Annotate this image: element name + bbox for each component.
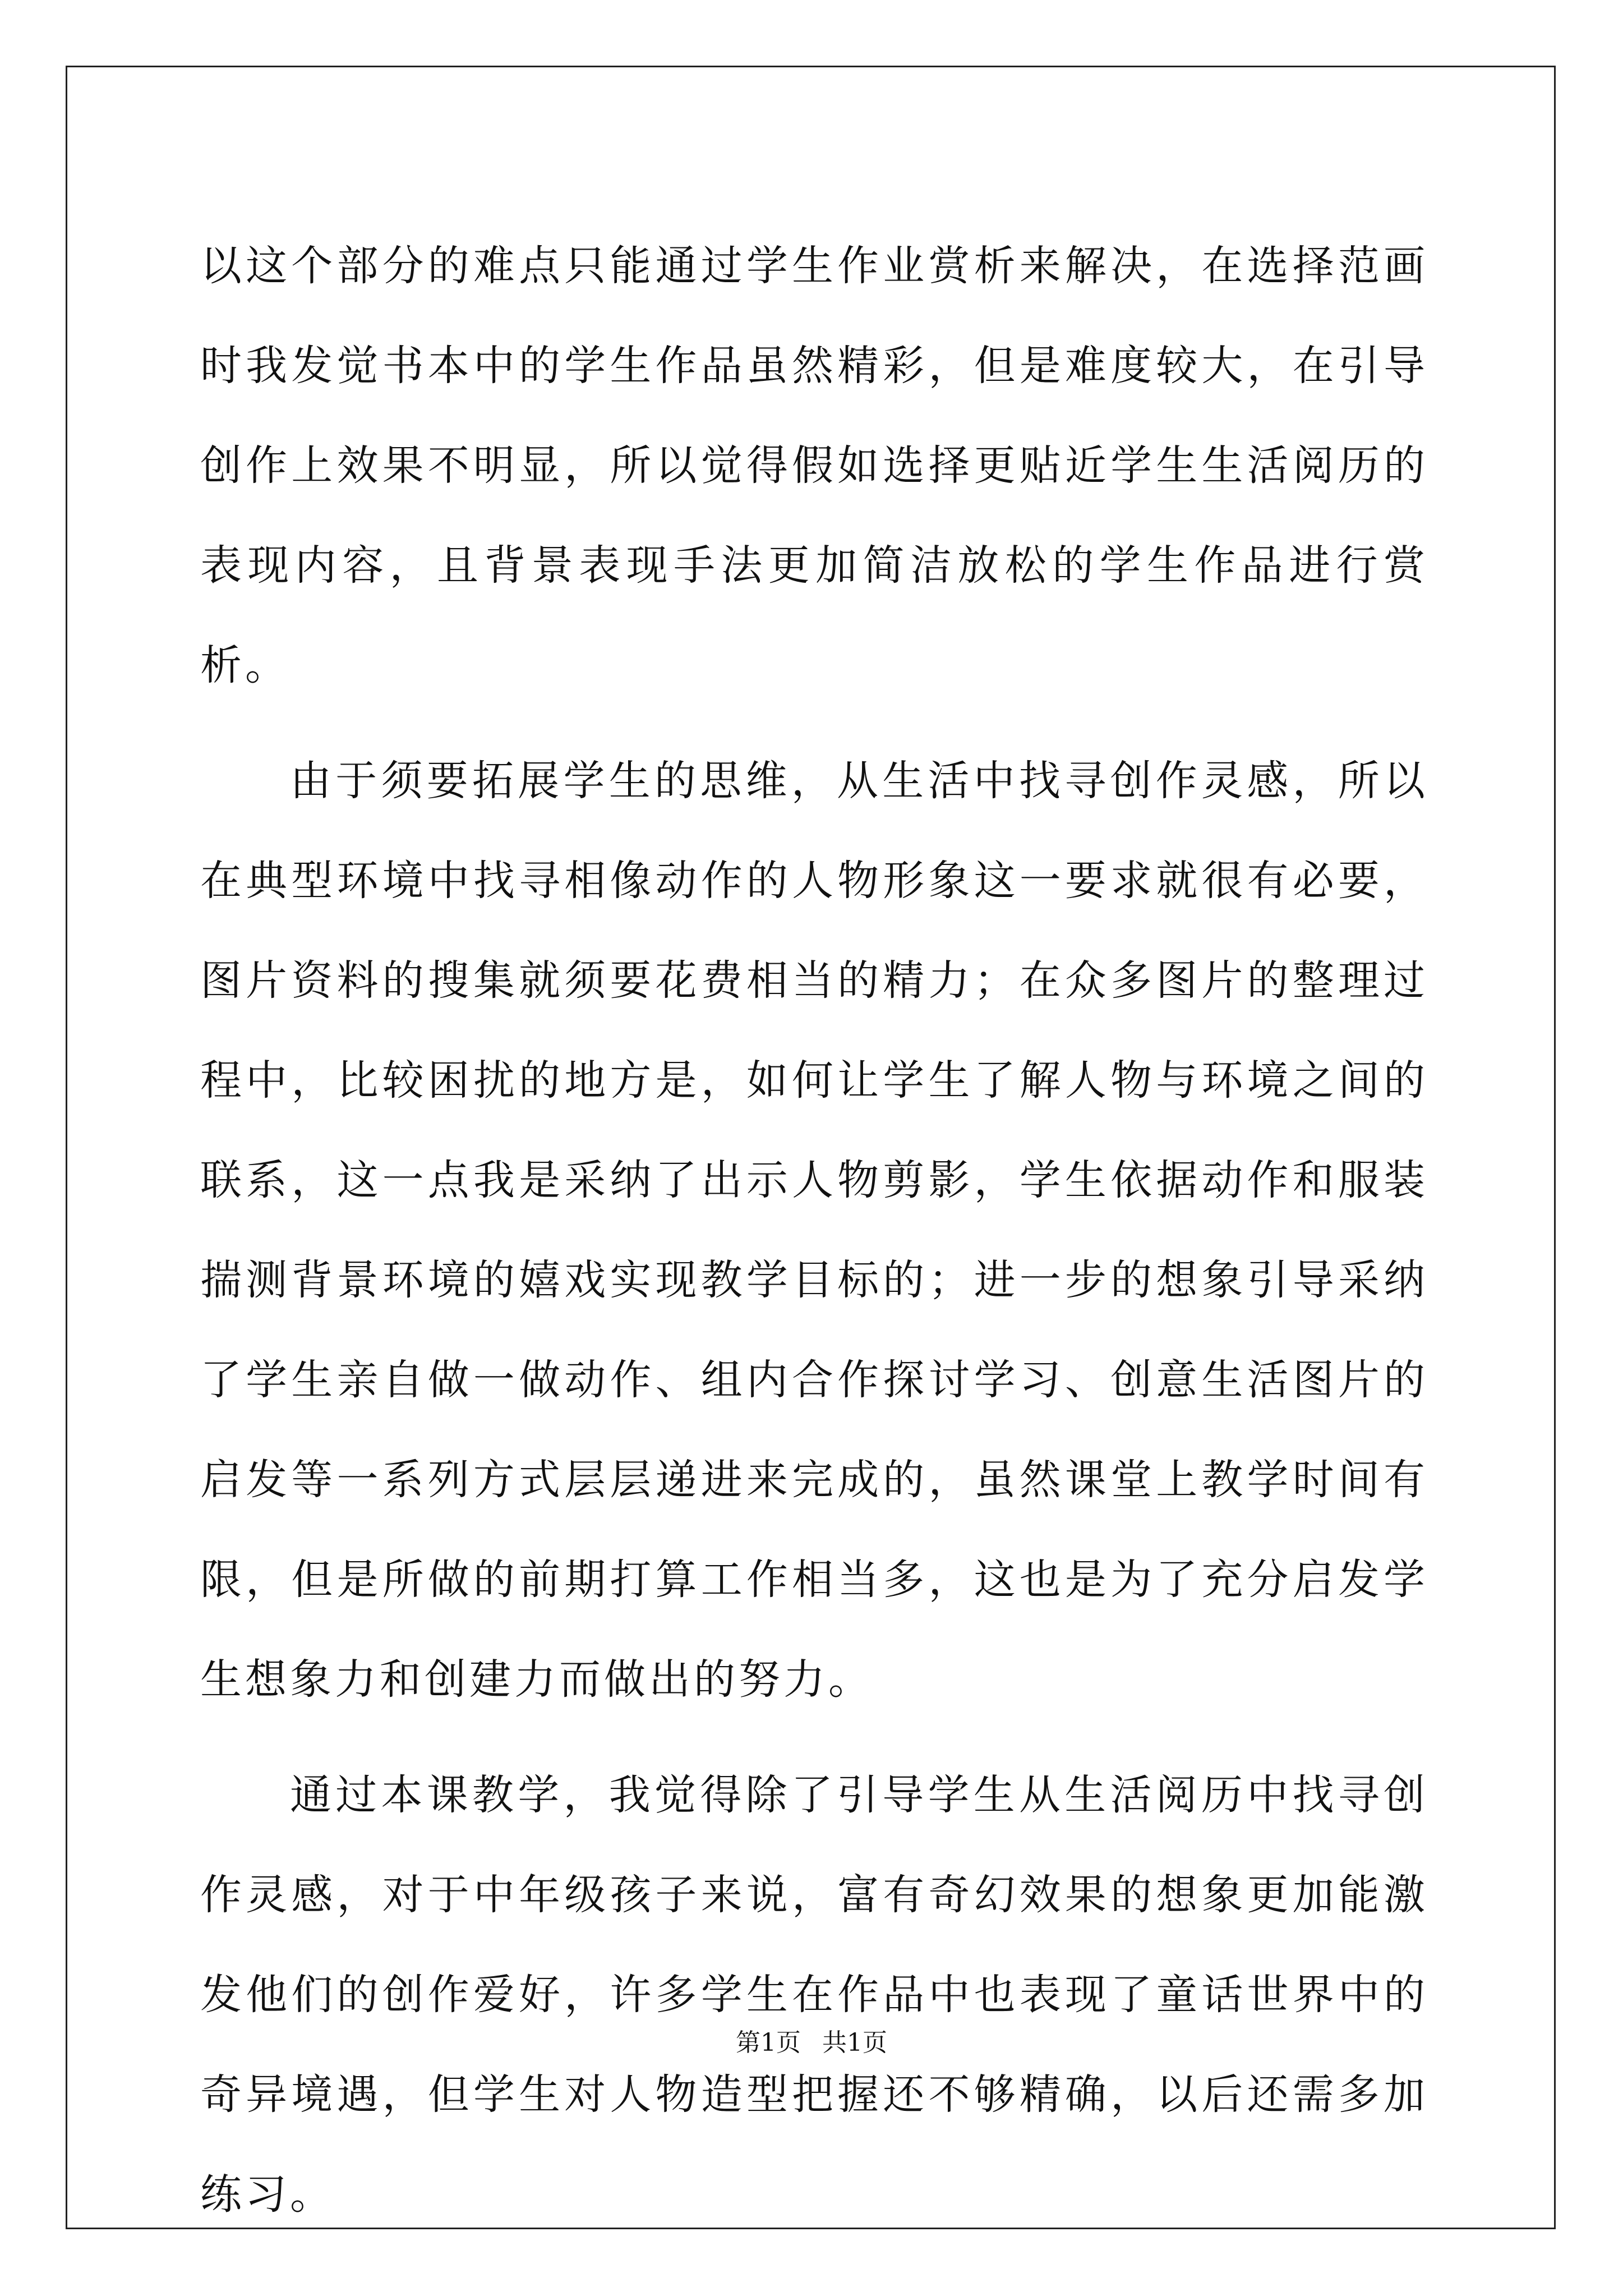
paragraph: 通过本课教学，我觉得除了引导学生从生活阅历中找寻创作灵感，对于中年级孩子来说，富有奇幻效果的想象更加能激发他们的创作爱好，许多学生在作品中也表现了童话世界中的奇异境遇，但学生对人物造型把握还不够精确，以后还需多加练习。 [200,1771,1428,2219]
paragraph-continued: 以这个部分的难点只能通过学生作业赏析来解决，在选择范画时我发觉书本中的学生作品虽然精彩，但是难度较大，在引导创作上效果不明显，所以觉得假如选择更贴近学生生活阅历的表现内容，且背景表现手法更加简洁放松的学生作品进行赏析。 [200,242,1428,689]
page-total: 共1页 [822,2028,887,2057]
document-body [200,216,1428,2244]
paragraph-gap [200,1729,1428,1745]
paragraph: 由于须要拓展学生的思维，从生活中找寻创作灵感，所以在典型环境中找寻相像动作的人物形象这一要求就很有必要，图片资料的搜集就须要花费相当的精力；在众多图片的整理过程中，比较困扰的地方是，如何让学生了解人物与环境之间的联系，这一点我是采纳了出示人物剪影，学生依据动作和服装揣测背景环境的嬉戏实现教学目标的；进一步的想象引导采纳了学生亲自做一做动作、组内合作探讨学习、创意生活图片的启发等一系列方式层层递进来完成的，虽然课堂上教学时间有限，但是所做的前期打算工作相当多，这也是为了充分启发学生想象力和创建力而做出的努力。 [200,757,1428,1704]
page-footer [0,2026,1623,2060]
paragraph-gap [200,715,1428,731]
page-number: 第1页 [736,2028,801,2057]
